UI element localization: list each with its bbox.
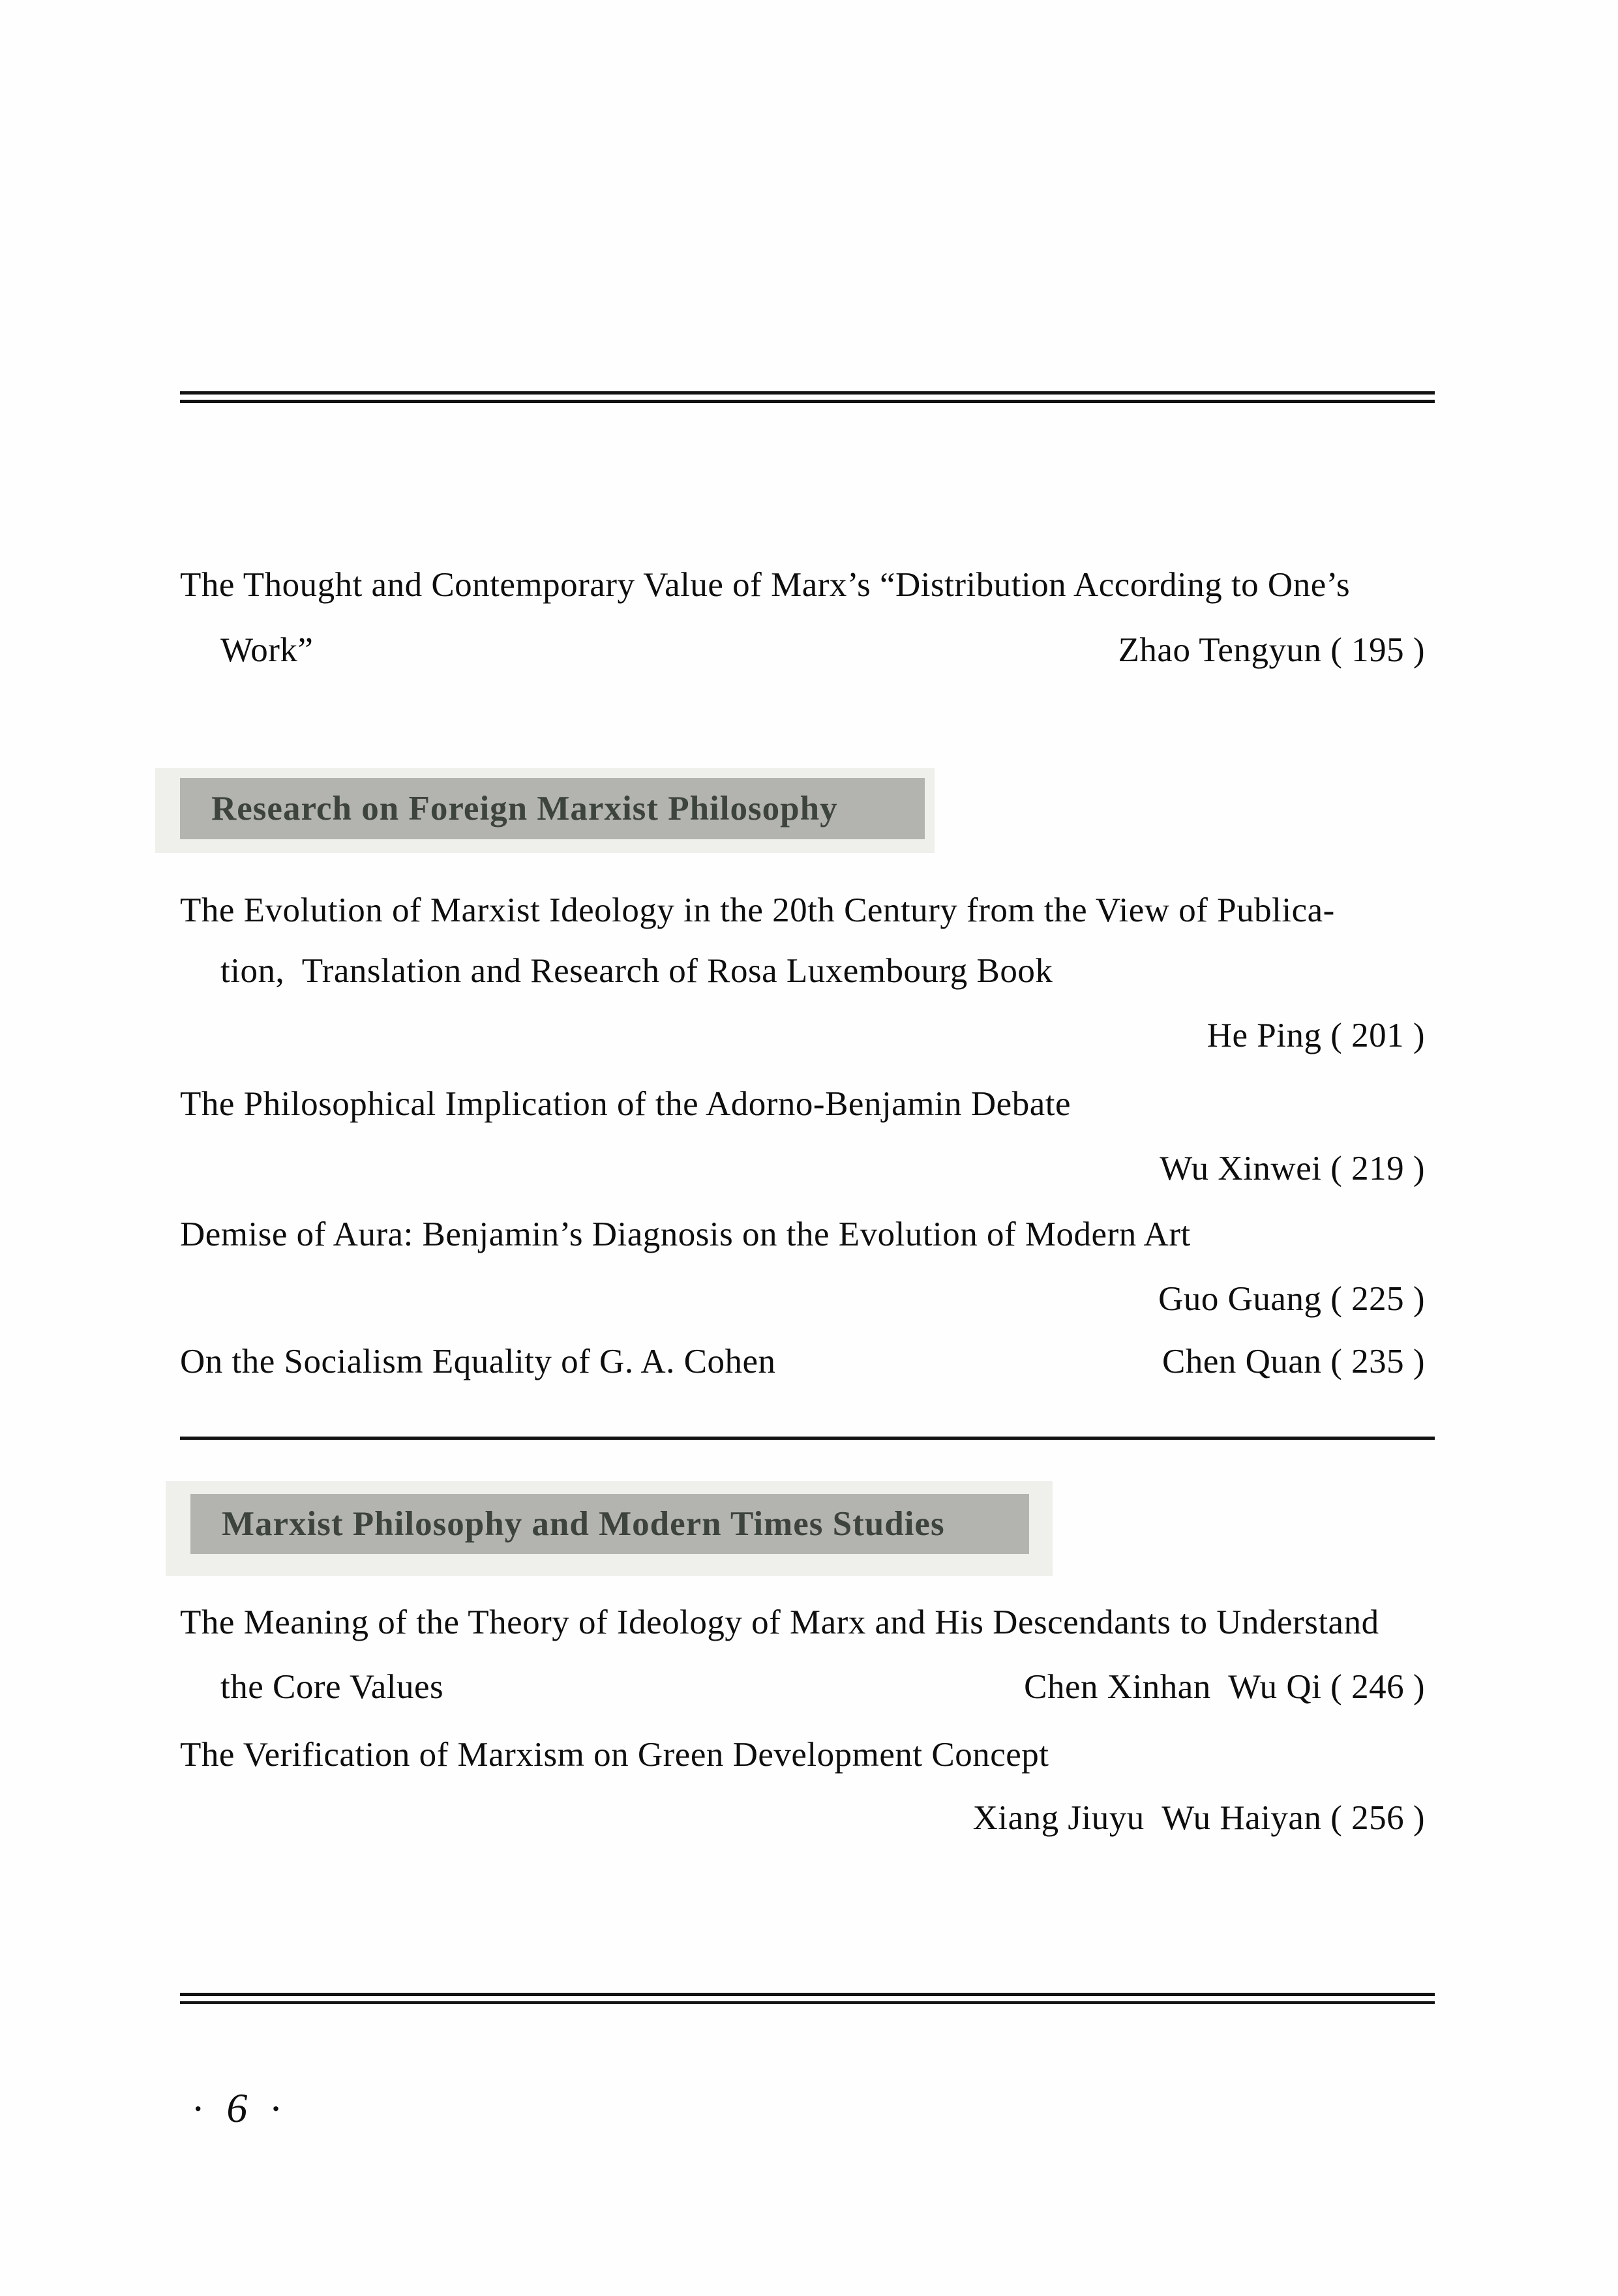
toc-entry-line: [180, 938, 1425, 1004]
entry-title-text: the Core Values: [220, 1668, 444, 1706]
entry-title-text: Work”: [220, 631, 314, 669]
top-double-rule-line-2: [180, 400, 1435, 403]
entry-title-text: On the Socialism Equality of G. A. Cohen: [180, 1343, 776, 1380]
toc-entry-line: [180, 1654, 1425, 1720]
toc-entry-line: [180, 1003, 1425, 1068]
page-number-left-dot: ·: [193, 2091, 203, 2125]
page-number: 6: [226, 2085, 248, 2131]
section-header-marxist-philosophy-and-modern-times-studies: [166, 1481, 1053, 1576]
entry-author-page: Xiang Jiuyu Wu Haiyan ( 256 ): [972, 1799, 1425, 1837]
section-header-research-on-foreign-marxist-philosophy: [155, 768, 935, 853]
toc-entry-line: [180, 618, 1425, 683]
entry-author-page: Guo Guang ( 225 ): [1158, 1280, 1425, 1318]
toc-entry-line: [180, 878, 1425, 943]
toc-entry-line: [180, 552, 1425, 618]
toc-entry-line: [180, 1590, 1425, 1655]
toc-entry-line: [180, 1266, 1425, 1332]
entry-title-text: The Evolution of Marxist Ideology in the 20th Century from the View of Publica-: [180, 891, 1335, 929]
page-number-right-dot: ·: [271, 2091, 281, 2125]
entry-author-page: Chen Quan ( 235 ): [1162, 1343, 1425, 1380]
toc-entry-line: [180, 1329, 1425, 1394]
entry-author-page: He Ping ( 201 ): [1206, 1017, 1425, 1054]
entry-author-page: Chen Xinhan Wu Qi ( 246 ): [1024, 1668, 1425, 1706]
entry-author-page: Zhao Tengyun ( 195 ): [1118, 631, 1425, 669]
toc-entry-line: [180, 1071, 1425, 1137]
middle-rule: [180, 1437, 1435, 1440]
section-header-label: Marxist Philosophy and Modern Times Studies: [222, 1505, 945, 1543]
entry-title-text: The Verification of Marxism on Green Development Concept: [180, 1736, 1049, 1774]
section-header-label: Research on Foreign Marxist Philosophy: [211, 790, 838, 827]
toc-entry-line: [180, 1722, 1425, 1787]
entry-title-text: tion, Translation and Research of Rosa Luxembourg Book: [220, 952, 1053, 990]
entry-author-page: Wu Xinwei ( 219 ): [1160, 1150, 1425, 1187]
toc-entry-line: [180, 1136, 1425, 1201]
section-header-bar: [180, 778, 925, 839]
top-double-rule-line-1: [180, 391, 1435, 395]
toc-entry-line: [180, 1785, 1425, 1851]
entry-title-text: The Philosophical Implication of the Adorno-Benjamin Debate: [180, 1085, 1071, 1123]
bottom-double-rule-line-2: [180, 2001, 1435, 2004]
page-number-footer: [193, 2079, 281, 2138]
bottom-double-rule-line-1: [180, 1993, 1435, 1996]
entry-title-text: The Meaning of the Theory of Ideology of Marx and His Descendants to Understand: [180, 1603, 1379, 1641]
entry-title-text: Demise of Aura: Benjamin’s Diagnosis on the Evolution of Modern Art: [180, 1215, 1191, 1253]
entry-title-text: The Thought and Contemporary Value of Marx’s “Distribution According to One’s: [180, 566, 1351, 604]
section-header-bar: [190, 1494, 1029, 1554]
toc-entry-line: [180, 1202, 1425, 1267]
